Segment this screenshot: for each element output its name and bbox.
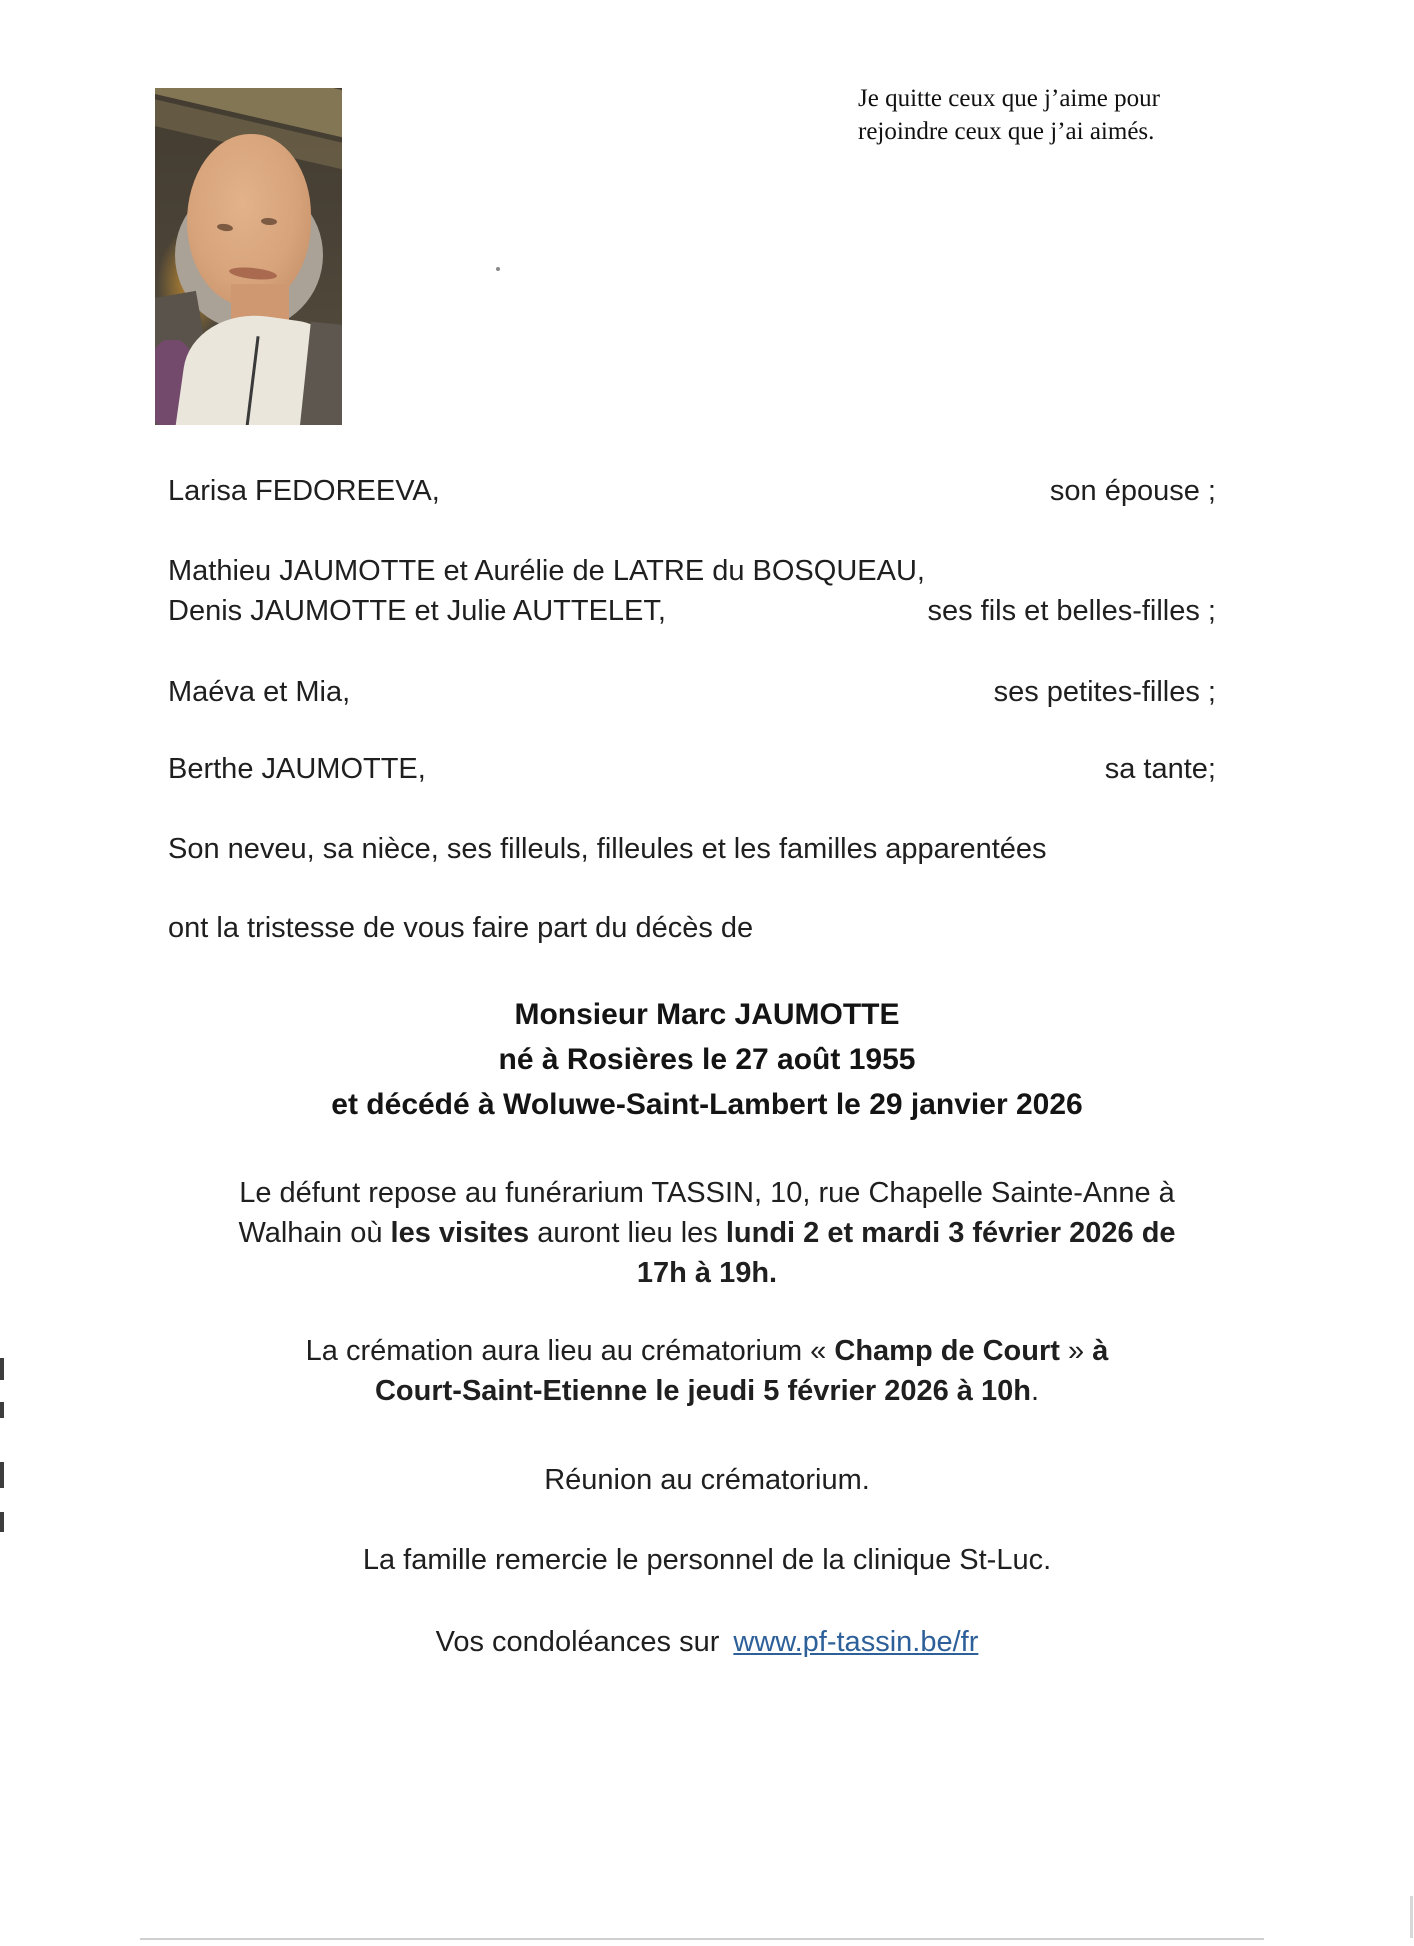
- deceased-death: et décédé à Woluwe-Saint-Lambert le 29 janvier 2026: [331, 1088, 1083, 1121]
- text-segment: 17h à 19h.: [636, 1257, 778, 1289]
- family-others: Son neveu, sa nièce, ses filleuls, filleules et les familles apparentées: [168, 833, 1047, 865]
- epitaph-quote: [858, 82, 1218, 148]
- family-name: Denis JAUMOTTE et Julie AUTTELET,: [168, 595, 666, 627]
- family-row-granddaughters: [168, 676, 1216, 709]
- scan-artifact-left-mark: [0, 1358, 4, 1380]
- epitaph-quote-line: Je quitte ceux que j’aime pour: [858, 85, 1160, 112]
- epitaph-quote-line: rejoindre ceux que j’ai aimés.: [858, 118, 1155, 145]
- family-name: Mathieu JAUMOTTE et Aurélie de LATRE du BOSQUEAU,: [168, 555, 925, 587]
- condolences-text: Vos condoléances sur: [435, 1626, 720, 1658]
- family-relation: sa tante;: [1104, 753, 1216, 785]
- thanks-note: La famille remercie le personnel de la clinique St-Luc.: [362, 1544, 1052, 1576]
- family-row-aunt: [168, 753, 1216, 786]
- cremation-line: [17, 1371, 1397, 1411]
- condolences-link[interactable]: www.pf-tassin.be/fr: [733, 1626, 979, 1658]
- deceased-name: Monsieur Marc JAUMOTTE: [514, 998, 900, 1031]
- family-row-spouse: [168, 475, 1216, 508]
- text-segment: Le défunt repose au funérarium TASSIN, 10, rue Chapelle Sainte-Anne à: [239, 1177, 1175, 1209]
- family-relation: son épouse ;: [1049, 475, 1216, 507]
- deceased-birth: né à Rosières le 27 août 1955: [498, 1043, 916, 1076]
- scan-artifact-edge-mark: [1410, 1896, 1413, 1938]
- cremation-line: [17, 1331, 1397, 1371]
- text-segment: Champ de Court: [834, 1335, 1060, 1367]
- text-segment: La crémation aura lieu au crématorium «: [305, 1335, 835, 1367]
- text-segment: Walhain où: [238, 1217, 391, 1249]
- scan-artifact-left-mark: [0, 1402, 4, 1418]
- family-relation: ses petites-filles ;: [993, 676, 1216, 708]
- family-name: Berthe JAUMOTTE,: [168, 753, 426, 785]
- text-segment: lundi 2 et mardi 3 février 2026 de: [725, 1217, 1176, 1249]
- family-name: Maéva et Mia,: [168, 676, 351, 708]
- text-segment: »: [1059, 1335, 1093, 1367]
- family-relation: ses fils et belles-filles ;: [927, 595, 1216, 627]
- text-segment: à: [1092, 1335, 1109, 1367]
- gathering-note: Réunion au crématorium.: [544, 1464, 870, 1496]
- condolences-line: [17, 1626, 1397, 1659]
- visitation-paragraph: [17, 1173, 1397, 1293]
- family-name: Larisa FEDOREEVA,: [168, 475, 440, 507]
- visitation-line: [17, 1253, 1397, 1293]
- text-segment: les visites: [390, 1217, 530, 1249]
- visitation-line: [17, 1173, 1397, 1213]
- text-segment: Court-Saint-Etienne le jeudi 5 février 2026 à 10h: [374, 1375, 1031, 1407]
- portrait-photo: [155, 88, 342, 425]
- scan-artifact-left-mark: [0, 1462, 4, 1488]
- text-segment: auront lieu les: [529, 1217, 726, 1249]
- cremation-paragraph: [17, 1331, 1397, 1411]
- visitation-line: [17, 1213, 1397, 1253]
- deceased-headline: [17, 992, 1397, 1127]
- scan-artifact-speck: [496, 267, 500, 271]
- family-row-sons: [168, 595, 1216, 628]
- announcement-intro: ont la tristesse de vous faire part du décès de: [168, 912, 754, 944]
- text-segment: .: [1030, 1375, 1039, 1407]
- scan-artifact-bottom-line: [140, 1938, 1264, 1940]
- photo-head: [187, 134, 311, 306]
- scan-artifact-left-mark: [0, 1512, 4, 1532]
